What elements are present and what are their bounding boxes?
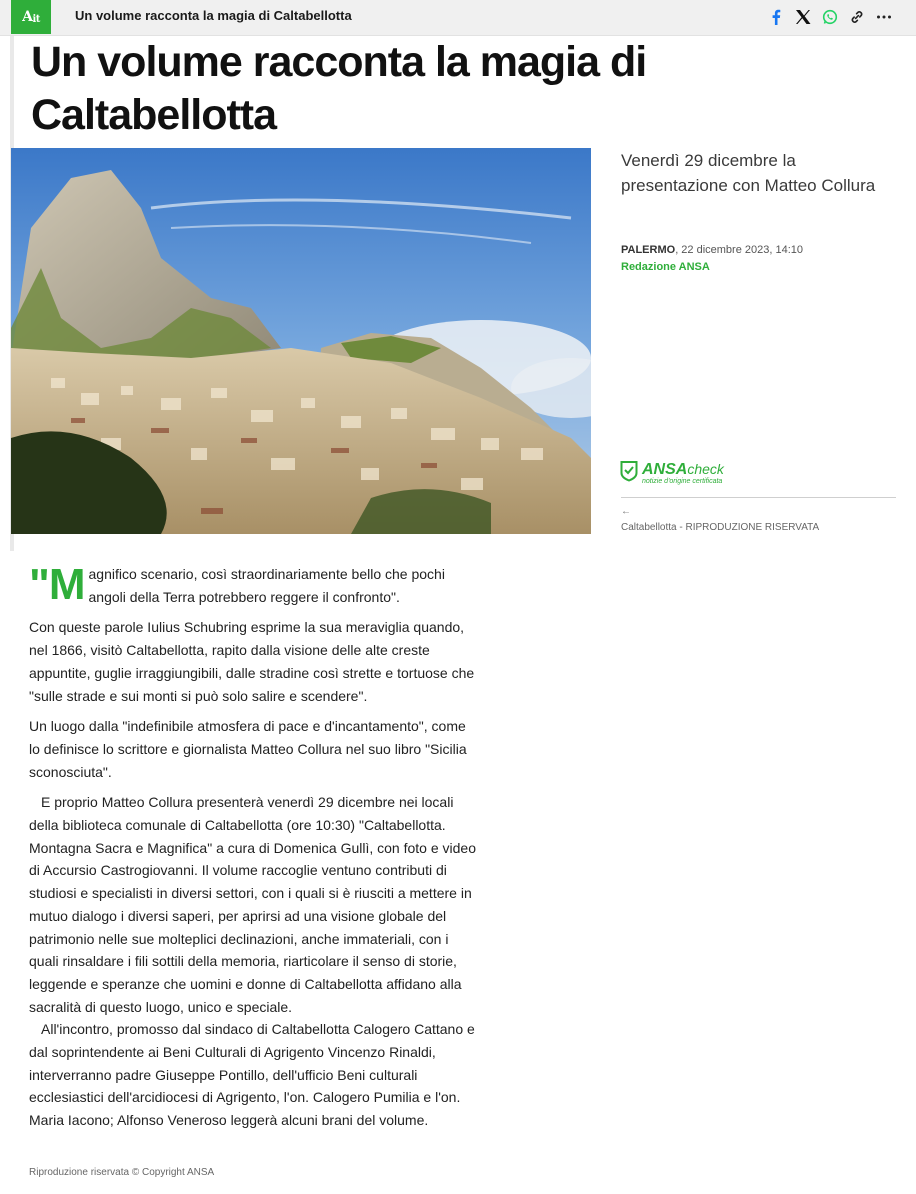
lead-paragraph [29, 560, 477, 609]
paragraph: E proprio Matteo Collura presenterà venerdì 29 dicembre nei locali della biblioteca comunale di Caltabellotta (ore 10:30) "Caltabellotta. Montagna Sacra e Magnifica" a cura di Domenica Gullì, con foto e video di Accursio Castrogiovanni. Il volume raccoglie ventuno contributi di studiosi e specialisti in diversi settori, con i quali si è riusciti a mettere in mutuo dialogo i diversi saperi, per aprirsi ad una visione globale del patrimonio nelle sue molteplici declinazioni, anche immateriali, con i quali rinsaldare i fili sottili della memoria, riarticolare il senso di storie, leggende e speranze che uomini e donne di Caltabellotta affidano alla sacralità di questo luogo, unico e speciale. [29, 794, 476, 1015]
lead-text: agnifico scenario, così straordinariamente bello che pochi angoli della Terra potrebbero reggere il confronto". [88, 566, 445, 605]
ansa-check-badge[interactable] [620, 460, 724, 487]
byline[interactable]: Redazione ANSA [621, 261, 710, 273]
check-tagline: notizie d'origine certificata [642, 478, 723, 485]
logo-suffix: it [32, 14, 40, 25]
topbar-title: Un volume racconta la magia di Caltabellotta [75, 8, 352, 23]
dateline-date: , 22 dicembre 2023, 14:10 [675, 244, 803, 256]
article-body [29, 560, 477, 1132]
paragraph: All'incontro, promosso dal sindaco di Caltabellotta Calogero Cattano e dal soprintendente ai Beni Culturali di Agrigento Vincenzo Rinaldi, interverranno padre Giuseppe Pontillo, dell'ufficio Beni culturali ecclesiastici dell'arcidiocesi di Agrigento, l'on. Calogero Pumilia e l'on. Maria Iacono; Alfonso Veneroso leggerà alcuni brani del volume. [29, 1021, 475, 1129]
ansa-logo[interactable] [11, 0, 51, 34]
hero-photo[interactable] [11, 148, 591, 534]
x-icon[interactable] [792, 6, 814, 28]
whatsapp-icon[interactable] [819, 6, 841, 28]
dateline [621, 244, 803, 256]
more-icon[interactable] [873, 6, 895, 28]
shield-check-icon [620, 460, 638, 487]
check-brand: ANSA [642, 461, 688, 478]
paragraph: Con queste parole Iulius Schubring esprime la sua meraviglia quando, nel 1866, visitò Caltabellotta, rapito dalla visione delle alte creste appuntite, guglie irraggiungibili, dalle stradine così strette e tortuose che "sulle strade e sui monti si può solo salire e scendere". [29, 619, 475, 704]
dateline-city: PALERMO [621, 244, 676, 256]
logo-letter: A [22, 9, 33, 25]
article-headline: Un volume racconta la magia di Caltabellotta [31, 38, 647, 139]
facebook-icon[interactable] [765, 6, 787, 28]
article-subtitle: Venerdì 29 dicembre la presentazione con Matteo Collura [621, 151, 876, 195]
copyright-notice: Riproduzione riservata © Copyright ANSA [29, 1167, 215, 1178]
arrow-left-icon[interactable]: ← [621, 506, 631, 517]
drop-cap: "M [29, 560, 85, 609]
photo-credit: Caltabellotta - RIPRODUZIONE RISERVATA [621, 522, 820, 533]
right-divider [621, 497, 896, 498]
top-bar [0, 0, 916, 36]
link-icon[interactable] [846, 6, 868, 28]
paragraph: Un luogo dalla "indefinibile atmosfera di pace e d'incantamento", come lo definisce lo scrittore e giornalista Matteo Collura nel suo libro "Sicilia sconosciuta". [29, 718, 467, 780]
check-suffix: check [687, 461, 724, 477]
